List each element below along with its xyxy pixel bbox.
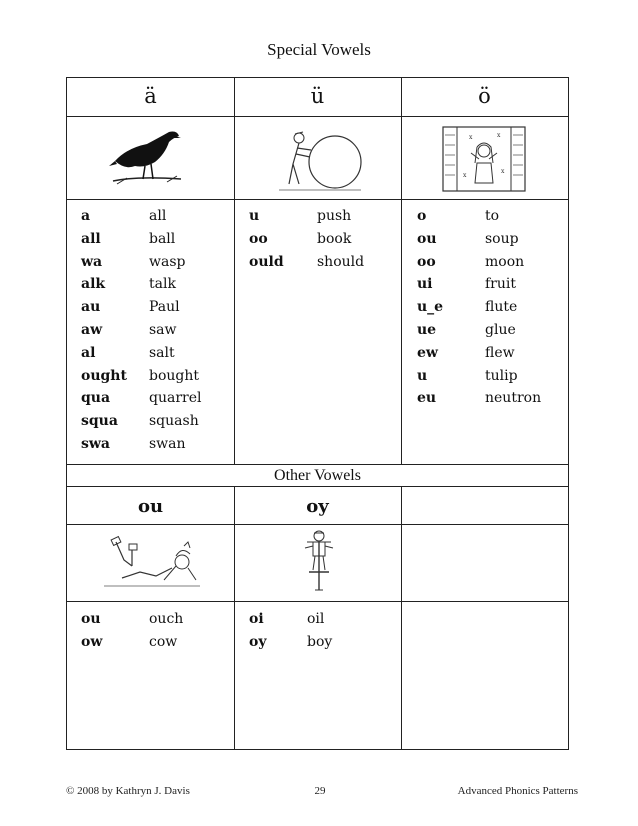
pattern-row [249,631,399,654]
pattern-row [81,251,231,274]
pattern-row [417,365,567,388]
row-divider [67,601,568,602]
example-word: flew [485,344,515,361]
example-word: fruit [485,276,516,293]
pattern: swa [81,435,111,452]
pattern: oo [249,230,268,247]
page-title: Special Vowels [267,40,371,59]
child-on-pogo-stick-illustration [299,528,339,598]
example-word: Paul [149,299,180,316]
pattern: u [249,208,260,224]
pattern-row [81,228,231,251]
pattern-row [81,296,231,319]
example-word: tulip [485,367,518,384]
pattern-row [417,387,567,410]
pattern-row [249,228,399,251]
header-oy: oy [306,496,329,517]
example-word: cow [149,633,178,650]
example-word: quarrel [149,390,202,407]
pattern-row [81,273,231,296]
example-word: all [149,208,167,224]
example-word: should [317,253,365,270]
row-divider [67,199,568,200]
pattern: ow [81,633,103,650]
pattern: ought [81,367,127,384]
column-o-umlaut [417,205,567,410]
row-divider [67,464,568,465]
example-word: soup [485,230,519,247]
pattern-row [81,342,231,365]
example-word: swan [149,435,186,452]
pattern-row [249,251,399,274]
footer-copyright: © 2008 by Kathryn J. Davis [66,785,190,797]
pattern-row [417,228,567,251]
row-divider [67,486,568,487]
pattern-row [417,251,567,274]
pattern-row [417,296,567,319]
pattern: ew [417,344,438,361]
page-number: 29 [314,785,326,797]
pattern: oy [249,633,267,650]
example-word: push [317,208,352,224]
pattern: u [417,367,428,384]
pattern: o [417,208,427,224]
boy-pushing-ball-illustration [277,124,362,194]
pattern-row [417,273,567,296]
footer-book-title: Advanced Phonics Patterns [457,785,578,797]
example-word: flute [485,299,518,316]
pattern-row [81,410,231,433]
pattern-row [417,342,567,365]
example-word: ball [149,230,176,247]
pattern-row [81,608,231,631]
pattern: qua [81,390,111,407]
vowel-table [66,77,569,750]
pattern-row [81,387,231,410]
example-word: glue [485,321,516,338]
example-word: book [317,230,352,247]
row-divider [67,524,568,525]
pattern: oo [417,253,436,270]
other-vowels-subtitle: Other Vowels [274,467,361,484]
header-ou: ou [137,496,164,517]
pattern-row [81,433,231,456]
pattern-row [81,365,231,388]
example-word: talk [149,276,176,293]
pattern: al [81,344,96,361]
pattern: ue [417,321,437,338]
pattern-row [249,608,399,631]
column-u-umlaut [249,205,399,273]
svg-text:x: x [497,132,501,139]
crow-illustration [107,126,187,191]
column-divider [401,487,402,750]
header-o-umlaut: ö [478,84,491,108]
pattern: oi [249,611,264,627]
example-word: squash [149,413,199,430]
pattern-row [249,205,399,228]
column-divider [401,78,402,465]
example-word: moon [485,253,525,270]
example-word: salt [149,344,175,361]
pattern: aw [81,321,103,338]
pattern: au [81,299,101,316]
girl-at-window-illustration [439,123,529,195]
pattern-row [81,205,231,228]
example-word: oil [307,611,325,627]
pattern: ould [249,253,284,270]
row-divider [67,116,568,117]
column-a-umlaut [81,205,231,456]
pattern: wa [81,253,103,270]
pattern-row [417,205,567,228]
example-word: bought [149,367,200,384]
pattern: alk [81,276,106,293]
pattern: ou [81,611,101,627]
pattern: ou [417,230,437,247]
pattern: eu [417,390,437,407]
pattern: ui [417,276,433,293]
svg-text:x: x [501,168,505,175]
example-word: to [485,208,500,224]
svg-text:x: x [463,172,467,179]
header-a-umlaut: ä [144,84,157,108]
example-word: boy [307,633,333,650]
column-oy [249,608,399,654]
svg-text:x: x [469,134,473,141]
pattern: squa [81,413,118,430]
example-word: saw [149,321,177,338]
pattern-row [81,319,231,342]
example-word: ouch [149,611,184,627]
column-divider [234,487,235,750]
example-word: neutron [485,390,542,407]
column-divider [234,78,235,465]
pattern: u_e [417,299,444,316]
pattern: a [81,208,91,224]
pattern-row [81,631,231,654]
pattern: all [81,230,101,247]
pattern-row [417,319,567,342]
header-u-umlaut: ü [310,84,325,108]
example-word: wasp [149,253,186,270]
child-falling-illustration [102,530,202,594]
column-ou [81,608,231,654]
